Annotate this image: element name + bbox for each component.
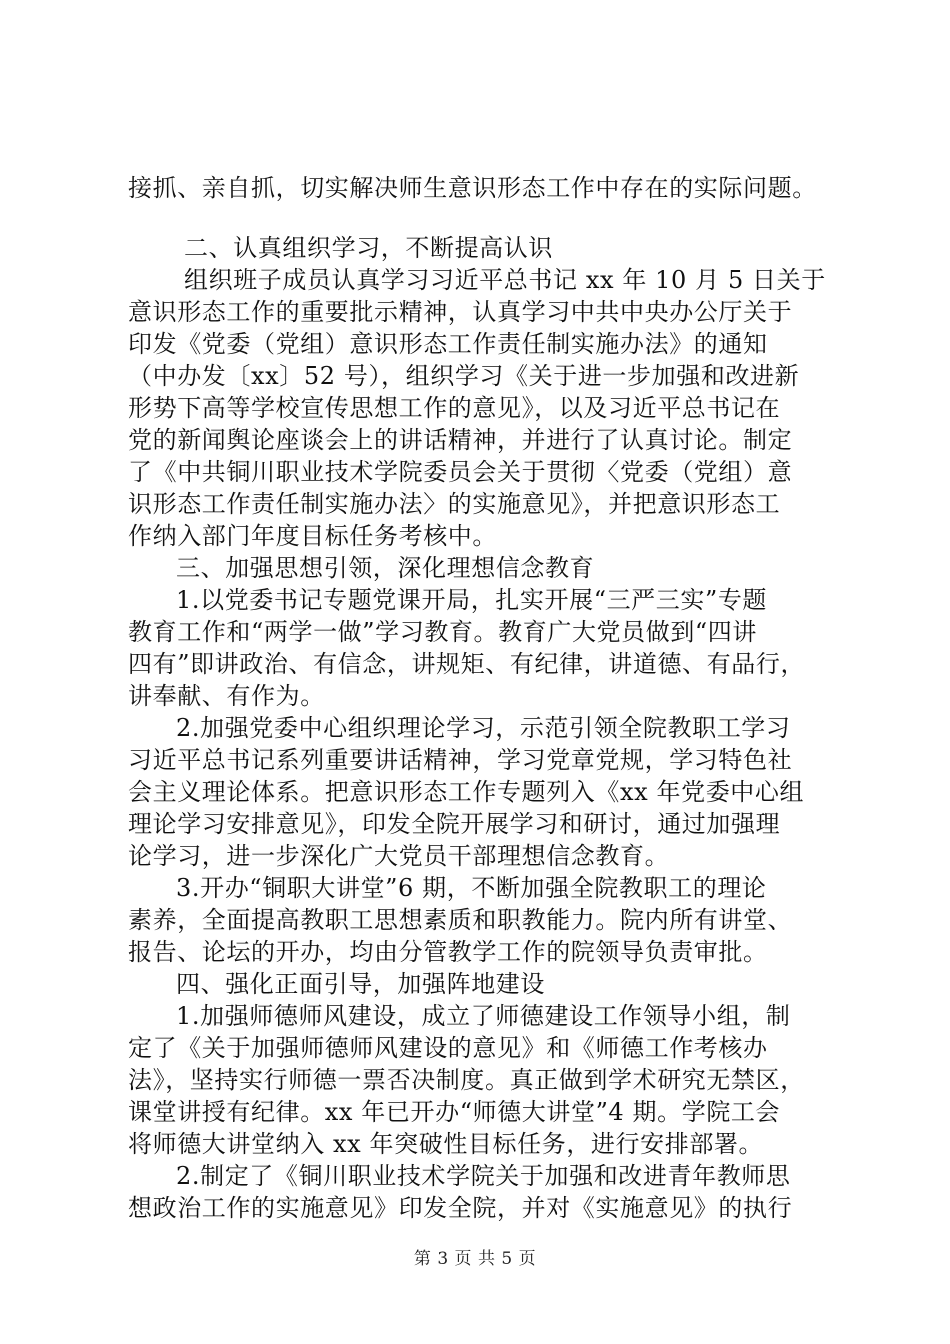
text-line: 识形态工作责任制实施办法〉的实施意见》，并把意识形态工 (128, 490, 781, 518)
text-line: 讲奉献、有作为。 (128, 682, 325, 710)
section-heading: 三、加强思想引领，深化理想信念教育 (176, 554, 595, 582)
text-line: 组织班子成员认真学习习近平总书记 xx 年 10 月 5 日关于 (184, 266, 826, 294)
section-heading: 二、认真组织学习，不断提高认识 (184, 234, 553, 262)
section-heading: 四、强化正面引导，加强阵地建设 (176, 970, 545, 998)
page-number-footer: 第 3 页 共 5 页 (413, 1249, 537, 1269)
text-line: 论学习，进一步深化广大党员干部理想信念教育。 (128, 842, 670, 870)
text-line: 2.制定了《铜川职业技术学院关于加强和改进青年教师思 (176, 1162, 791, 1190)
text-line: 习近平总书记系列重要讲话精神，学习党章党规，学习特色社 (128, 746, 793, 774)
text-line: （中办发〔xx〕52 号），组织学习《关于进一步加强和改进新 (128, 362, 800, 390)
text-line: 素养，全面提高教职工思想素质和职教能力。院内所有讲堂、 (128, 906, 793, 934)
text-line: 课堂讲授有纪律。xx 年已开办“师德大讲堂”4 期。学院工会 (128, 1098, 781, 1126)
text-line: 党的新闻舆论座谈会上的讲话精神，并进行了认真讨论。制定 (128, 426, 793, 454)
paragraph-gap (128, 204, 840, 232)
text-line: 1.以党委书记专题党课开局，扎实开展“三严三实”专题 (176, 586, 768, 614)
text-line: 形势下高等学校宣传思想工作的意见》，以及习近平总书记在 (128, 394, 781, 422)
text-line: 想政治工作的实施意见》印发全院，并对《实施意见》的执行 (128, 1194, 793, 1222)
text-line: 定了《关于加强师德师风建设的意见》和《师德工作考核办 (128, 1034, 768, 1062)
text-line: 1.加强师德师风建设，成立了师德建设工作领导小组，制 (176, 1002, 791, 1030)
text-line: 了《中共铜川职业技术学院委员会关于贯彻〈党委（党组）意 (128, 458, 793, 486)
text-line: 接抓、亲自抓，切实解决师生意识形态工作中存在的实际问题。 (128, 174, 817, 202)
text-line: 将师德大讲堂纳入 xx 年突破性目标任务，进行安排部署。 (128, 1130, 764, 1158)
text-line: 3.开办“铜职大讲堂”6 期，不断加强全院教职工的理论 (176, 874, 767, 902)
text-line: 理论学习安排意见》，印发全院开展学习和研讨，通过加强理 (128, 810, 781, 838)
text-line: 2.加强党委中心组织理论学习，示范引领全院教职工学习 (176, 714, 791, 742)
text-line: 法》，坚持实行师德一票否决制度。真正做到学术研究无禁区， (128, 1066, 805, 1094)
text-line: 报告、论坛的开办，均由分管教学工作的院领导负责审批。 (128, 938, 768, 966)
document-body (128, 172, 840, 1224)
text-line: 作纳入部门年度目标任务考核中。 (128, 522, 497, 550)
text-line: 意识形态工作的重要批示精神，认真学习中共中央办公厅关于 (128, 298, 793, 326)
text-line: 印发《党委（党组）意识形态工作责任制实施办法》的通知 (128, 330, 768, 358)
text-line: 会主义理论体系。把意识形态工作专题列入《xx 年党委中心组 (128, 778, 805, 806)
text-line: 四有”即讲政治、有信念，讲规矩、有纪律，讲道德、有品行， (128, 650, 806, 678)
text-line: 教育工作和“两学一做”学习教育。教育广大党员做到“四讲 (128, 618, 758, 646)
